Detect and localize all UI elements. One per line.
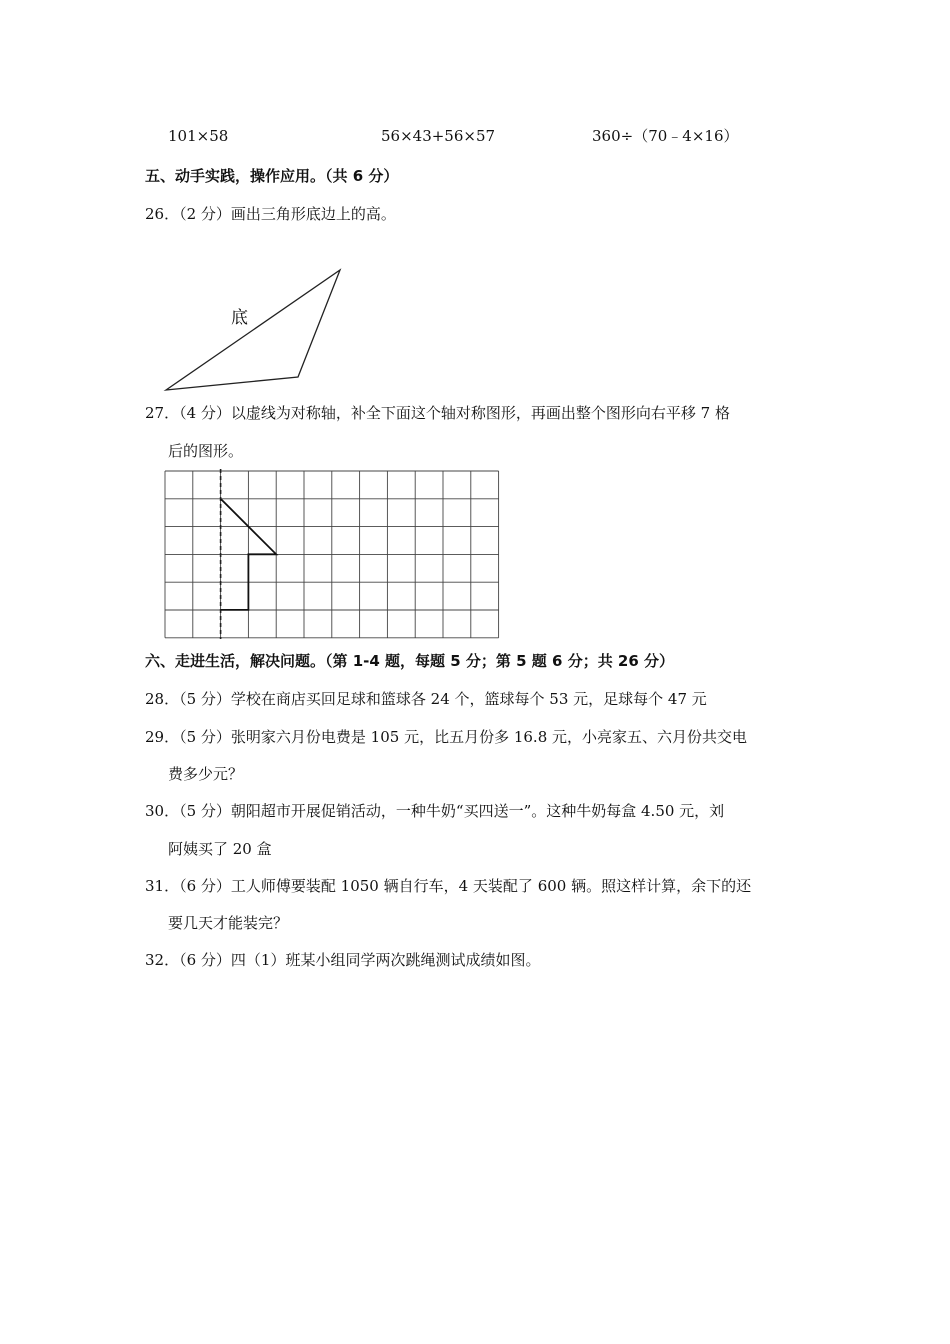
question-26: 26．（2 分）画出三角形底边上的高。: [145, 205, 396, 223]
question-29-line-2: 费多少元？: [168, 765, 244, 783]
question-29-line-1: 29．（5 分）张明家六月份电费是 105 元，比五月份多 16.8 元，小亮家五、六月份共交电: [145, 728, 748, 746]
question-27-line-1: 27．（4 分）以虚线为对称轴，补全下面这个轴对称图形，再画出整个图形向右平移 7 格: [145, 404, 730, 422]
question-30-line-1: 30．（5 分）朝阳超市开展促销活动，一种牛奶“买四送一”。这种牛奶每盒 4.50 元，刘: [145, 802, 725, 820]
question-30-line-2: 阿姨买了 20 盒: [168, 840, 272, 858]
calc-expression-1: 101×58: [168, 127, 229, 145]
question-31-line-2: 要几天才能装完？: [168, 914, 289, 932]
calc-expression-3: 360÷（70﹣4×16）: [592, 127, 739, 145]
question-32: 32．（6 分）四（1）班某小组同学两次跳绳测试成绩如图。: [145, 951, 541, 969]
question-31-line-1: 31．（6 分）工人师傅要装配 1050 辆自行车，4 天装配了 600 辆。照这样计算，余下的还: [145, 877, 752, 895]
question-27-line-2: 后的图形。: [168, 442, 244, 460]
triangle-shape: [166, 270, 340, 390]
section-6-heading: 六、走进生活，解决问题。（第 1-4 题，每题 5 分；第 5 题 6 分；共 26 分）: [145, 652, 675, 670]
grid-lines: [165, 471, 499, 638]
symmetry-grid: [165, 471, 500, 639]
calc-expression-2: 56×43+56×57: [381, 127, 496, 145]
section-5-heading: 五、动手实践，操作应用。（共 6 分）: [145, 167, 399, 185]
question-28: 28．（5 分）学校在商店买回足球和篮球各 24 个，篮球每个 53 元，足球每个 47 元: [145, 690, 707, 708]
triangle-base-label: 底: [231, 308, 248, 328]
